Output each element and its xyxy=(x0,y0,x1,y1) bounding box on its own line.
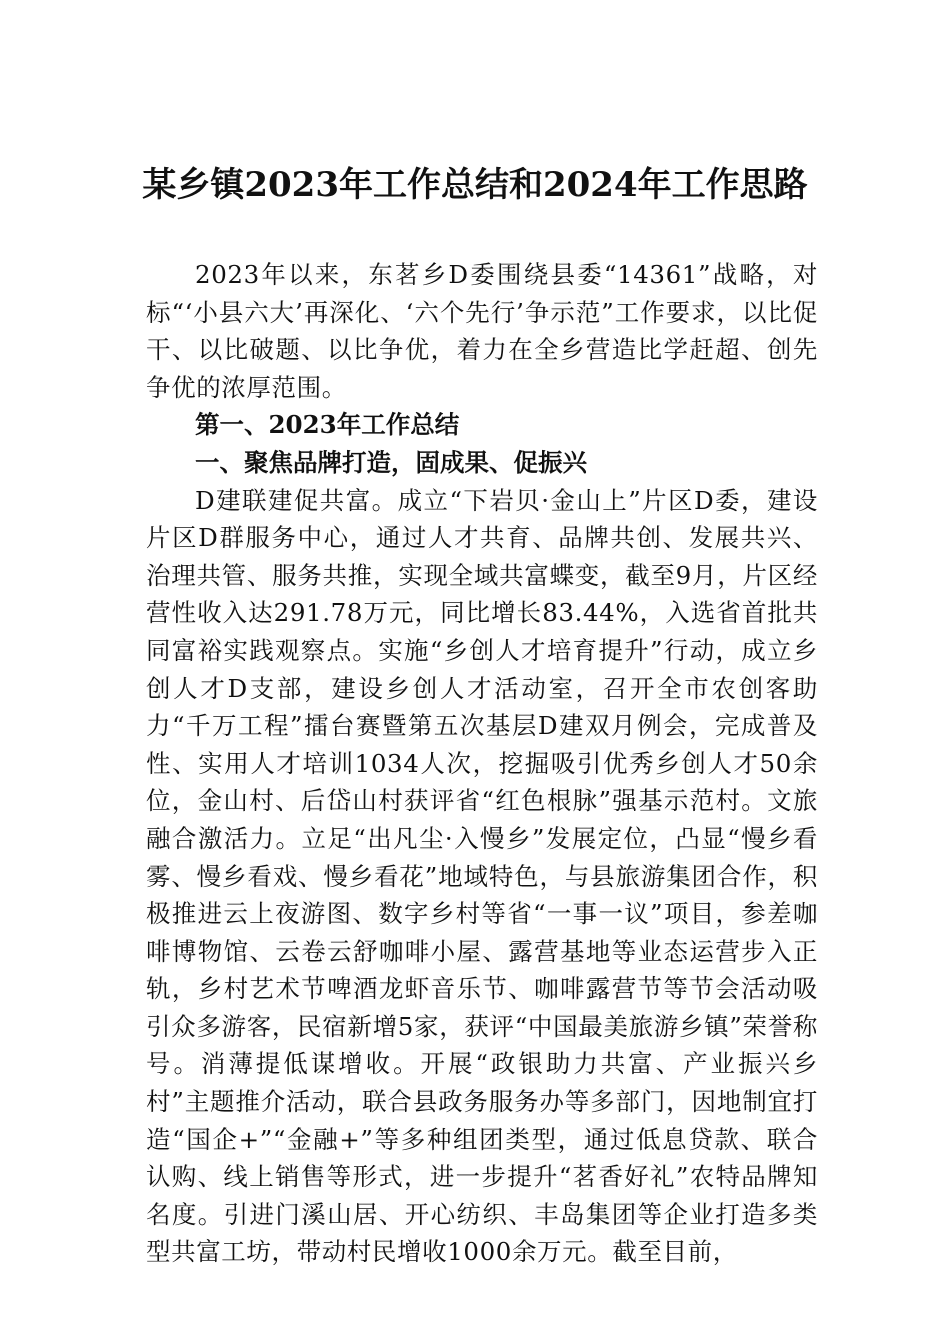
document-title: 某乡镇2023年工作总结和2024年工作思路 xyxy=(142,165,808,205)
body-paragraph: D建联建促共富。成立“下岩贝·金山上”片区D委，建设片区D群服务中心，通过人才共育、品牌共创、发展共兴、治理共管、服务共推，实现全域共富蝶变，截至9月，片区经营性收入达291.78万元，同比增长83.44%，入选省首批共同富裕实践观察点。实施“乡创人才培育提升”行动，成立乡创人才D支部，建设乡创人才活动室，召开全市农创客助力“千万工程”擂台赛暨第五次基层D建双月例会，完成普及性、实用人才培训1034人次，挖掘吸引优秀乡创人才50余位，金山村、后岱山村获评省“红色根脉”强基示范村。文旅融合激活力。立足“出凡尘·入慢乡”发展定位，凸显“慢乡看雾、慢乡看戏、慢乡看花”地域特色，与县旅游集团合作，积极推进云上夜游图、数字乡村等省“一事一议”项目，参差咖啡博物馆、云卷云舒咖啡小屋、露营基地等业态运营步入正轨，乡村艺术节啤酒龙虾音乐节、咖啡露营节等节会活动吸引众多游客，民宿新增5家，获评“中国最美旅游乡镇”荣誉称号。消薄提低谋增收。开展“政银助力共富、产业振兴乡村”主题推介活动，联合县政务服务办等多部门，因地制宜打造“国企+”“金融+”等多种组团类型，通过低息贷款、联合认购、线上销售等形式，进一步提升“茗香好礼”农特品牌知名度。引进门溪山居、开心纺织、丰岛集团等企业打造多类型共富工坊，带动村民增收1000余万元。截至目前， xyxy=(146,485,818,1267)
intro-paragraph: 2023年以来，东茗乡D委围绕县委“14361”战略，对标“‘小县六大’再深化、‘六个先行’争示范”工作要求，以比促干、以比破题、以比争优，着力在全乡营造比学赶超、创先争优的浓厚范围。 xyxy=(146,260,818,402)
subsection-heading: 一、聚焦品牌打造，固成果、促振兴 xyxy=(195,447,587,477)
document-body xyxy=(146,256,818,1271)
section-heading: 第一、2023年工作总结 xyxy=(195,410,460,440)
